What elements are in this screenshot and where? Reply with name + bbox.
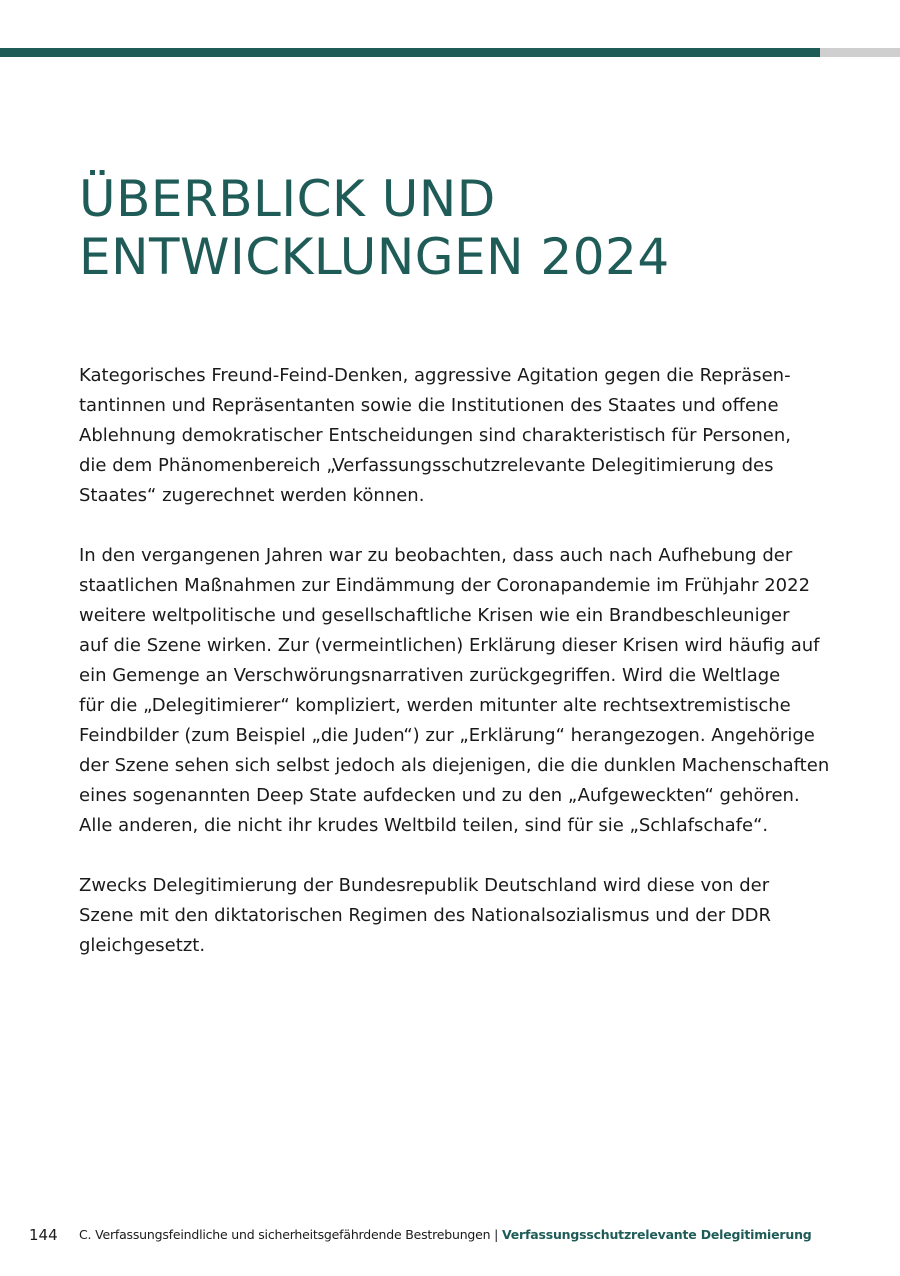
page-title-line-2: ENTWICKLUNGEN 2024 (79, 228, 670, 286)
paragraph-2 (79, 541, 839, 841)
footer-chapter: Verfassungsschutzrelevante Delegitimierung (501, 1227, 812, 1242)
page-title-line-1: ÜBERBLICK UND (79, 170, 496, 228)
text-line: Zwecks Delegitimierung der Bundesrepublik Deutschland wird diese von der (79, 875, 770, 896)
text-line: ein Gemenge an Verschwörungsnarrativen zurückgegriffen. Wird die Weltlage (79, 665, 781, 686)
text-line: staatlichen Maßnahmen zur Eindämmung der Coronapandemie im Frühjahr 2022 (79, 575, 811, 596)
page-title (79, 170, 670, 286)
text-line: eines sogenannten Deep State aufdecken und zu den „Aufgeweckten“ gehören. (79, 785, 800, 806)
page-number: 144 (29, 1226, 58, 1244)
paragraph-3 (79, 871, 839, 961)
text-line: Szene mit den diktatorischen Regimen des Nationalsozialismus und der DDR (79, 905, 772, 926)
footer-separator: | (494, 1227, 499, 1242)
text-line: Staates“ zugerechnet werden können. (79, 485, 425, 506)
text-line: auf die Szene wirken. Zur (vermeintlichen) Erklärung dieser Krisen wird häufig auf (79, 635, 820, 656)
footer-section: C. Verfassungsfeindliche und sicherheitsgefährdende Bestrebungen (79, 1227, 491, 1242)
paragraph-1 (79, 361, 839, 511)
text-line: der Szene sehen sich selbst jedoch als diejenigen, die die dunklen Machenschaften (79, 755, 830, 776)
text-line: Kategorisches Freund-Feind-Denken, aggressive Agitation gegen die Repräsen- (79, 365, 791, 386)
top-bar-tail (820, 48, 900, 57)
top-accent-bar (0, 48, 820, 57)
body-text (79, 361, 839, 991)
page-footer (0, 1224, 900, 1246)
text-line: weitere weltpolitische und gesellschaftliche Krisen wie ein Brandbeschleuniger (79, 605, 790, 626)
text-line: Feindbilder (zum Beispiel „die Juden“) zur „Erklärung“ herangezogen. Angehörige (79, 725, 815, 746)
text-line: gleichgesetzt. (79, 935, 206, 956)
text-line: tantinnen und Repräsentanten sowie die Institutionen des Staates und offene (79, 395, 779, 416)
footer-breadcrumb (79, 1224, 812, 1246)
text-line: Alle anderen, die nicht ihr krudes Weltbild teilen, sind für sie „Schlafschafe“. (79, 815, 769, 836)
text-line: für die „Delegitimierer“ kompliziert, werden mitunter alte rechtsextremistische (79, 695, 791, 716)
text-line: In den vergangenen Jahren war zu beobachten, dass auch nach Aufhebung der (79, 545, 793, 566)
text-line: die dem Phänomenbereich „Verfassungsschutzrelevante Delegitimierung des (79, 455, 774, 476)
text-line: Ablehnung demokratischer Entscheidungen sind charakteristisch für Personen, (79, 425, 791, 446)
